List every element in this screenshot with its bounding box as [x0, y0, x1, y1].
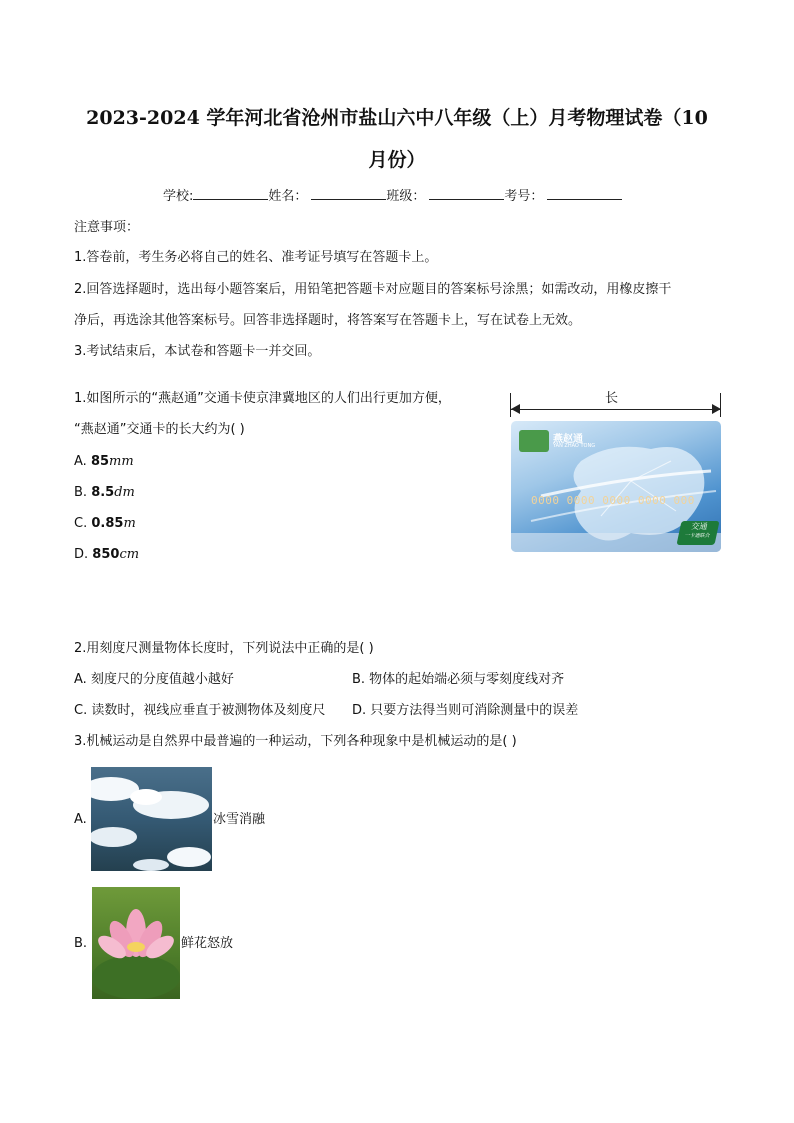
q1-option-b[interactable]	[74, 477, 139, 508]
length-label: 长	[602, 390, 621, 408]
notice-item-2: 2.回答选择题时，选出每小题答案后，用铅笔把答题卡对应题目的答案标号涂黑；如需改动，用橡皮擦干	[74, 282, 672, 297]
option-unit: dm	[114, 485, 135, 500]
option-value: 85	[90, 454, 110, 469]
dimension-line	[511, 409, 721, 410]
q2-option-b[interactable]: B. 物体的起始端必须与零刻度线对齐	[352, 672, 565, 687]
lotus-flower-photo	[92, 887, 180, 999]
card-name: 燕赵通	[553, 434, 583, 445]
transit-badge	[676, 521, 719, 545]
option-unit: m	[123, 516, 136, 531]
class-label: 班级：	[386, 189, 426, 204]
exam-title-line1: 2023-2024 学年河北省沧州市盐山六中八年级（上）月考物理试卷（10	[86, 107, 708, 129]
arrow-left-icon	[511, 404, 520, 414]
melting-snow-photo	[91, 767, 212, 871]
q2-stem: 2.用刻度尺测量物体长度时，下列说法中正确的是( )	[74, 641, 374, 656]
notice-item-3: 3.考试结束后，本试卷和答题卡一并交回。	[74, 344, 321, 359]
q3-option-b-letter[interactable]: B.	[74, 936, 88, 951]
school-label: 学校:	[163, 189, 194, 204]
q1-option-c[interactable]	[74, 508, 139, 539]
exam-no-blank[interactable]	[547, 187, 622, 200]
notice-item-1: 1.答卷前，考生务必将自己的姓名、准考证号填写在答题卡上。	[74, 250, 438, 265]
option-letter: D.	[74, 547, 89, 562]
q3-stem: 3.机械运动是自然界中最普遍的一种运动，下列各种现象中是机械运动的是( )	[74, 734, 517, 749]
option-unit: mm	[109, 454, 134, 469]
name-blank[interactable]	[311, 187, 386, 200]
q1-stem-line1: 1.如图所示的“燕赵通”交通卡使京津冀地区的人们出行更加方便，	[74, 391, 451, 406]
q1-options	[74, 446, 139, 570]
info-fields	[163, 187, 622, 206]
badge-line2: 一卡通联合	[684, 533, 711, 539]
snow-graphic	[91, 767, 212, 871]
class-blank[interactable]	[429, 187, 504, 200]
exam-no-label: 考号：	[504, 189, 544, 204]
option-letter: C.	[74, 516, 88, 531]
q2-option-c[interactable]: C. 读数时，视线应垂直于被测物体及刻度尺	[74, 703, 326, 718]
q1-option-a[interactable]	[74, 446, 139, 477]
option-unit: cm	[119, 547, 140, 562]
q1-stem-line2: “燕赵通”交通卡的长大约为( )	[74, 422, 245, 437]
q3-option-b-text: 鲜花怒放	[181, 936, 234, 951]
option-letter: A.	[74, 454, 87, 469]
option-value: 0.85	[91, 516, 124, 531]
name-label: 姓名：	[268, 189, 308, 204]
option-value: 8.5	[91, 485, 115, 500]
arrow-right-icon	[712, 404, 721, 414]
exam-title-line2: 月份）	[368, 149, 426, 171]
q3-option-a-text: 冰雪消融	[213, 812, 266, 827]
lotus-graphic	[92, 887, 180, 999]
transit-card-image	[511, 421, 721, 552]
option-letter: B.	[74, 485, 88, 500]
option-value: 850	[92, 547, 120, 562]
notice-item-2-cont: 净后，再选涂其他答案标号。回答非选择题时，将答案写在答题卡上，写在试卷上无效。	[74, 313, 582, 328]
school-blank[interactable]	[193, 187, 268, 200]
card-number: 0000 0000 0000 0000 000	[531, 494, 695, 507]
q2-option-a[interactable]: A. 刻度尺的分度值越小越好	[74, 672, 234, 687]
q2-option-d[interactable]: D. 只要方法得当则可消除测量中的误差	[352, 703, 579, 718]
q1-option-d[interactable]	[74, 539, 139, 570]
card-logo-icon	[519, 430, 549, 452]
q3-option-a-letter[interactable]: A.	[74, 812, 87, 827]
badge-line1: 交通	[690, 522, 709, 531]
notice-heading: 注意事项：	[74, 220, 140, 235]
card-pinyin: YAN ZHAO TONG	[553, 443, 596, 449]
